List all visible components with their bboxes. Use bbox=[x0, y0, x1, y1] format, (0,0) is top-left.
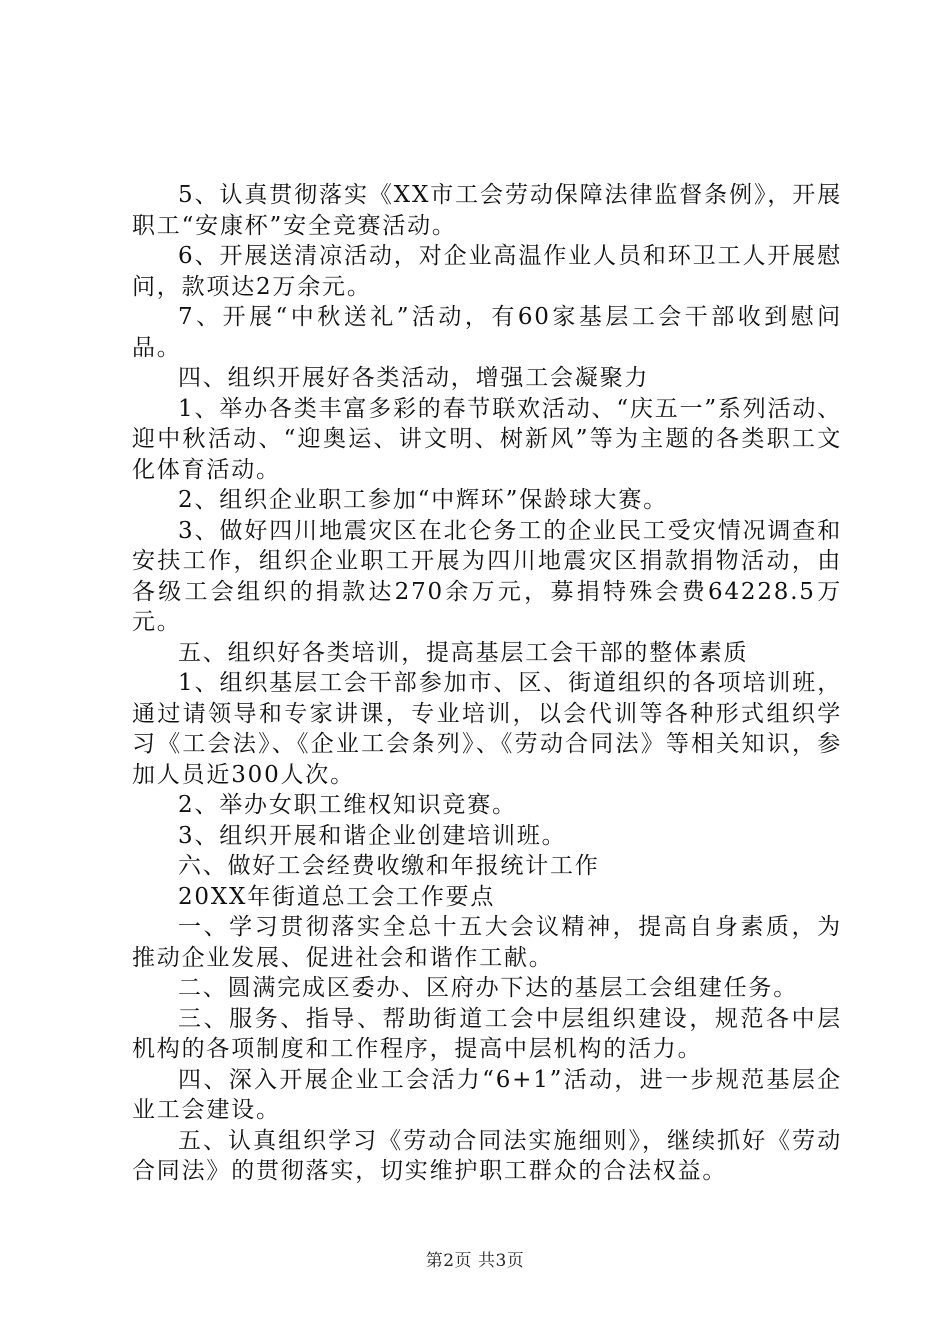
paragraph-6-cooling-activity: 6、开展送清凉活动，对企业高温作业人员和环卫工人开展慰问，款项达2万余元。 bbox=[132, 243, 842, 300]
paragraph-activities-3: 3、做好四川地震灾区在北仑务工的企业民工受灾情况调查和安扶工作，组织企业职工开展为四川地震灾区捐款捐物活动，由各级工会组织的捐款达270余万元，募捐特殊会费64228.5万元。 bbox=[132, 517, 842, 635]
work-point-1: 一、学习贯彻落实全总十五大会议精神，提高自身素质，为推动企业发展、促进社会和谐作工献。 bbox=[132, 914, 842, 971]
paragraph-7-mid-autumn-gifts: 7、开展“中秋送礼”活动，有60家基层工会干部收到慰问品。 bbox=[132, 304, 842, 361]
section-heading-5-training: 五、组织好各类培训，提高基层工会干部的整体素质 bbox=[178, 639, 749, 666]
document-subtitle-work-points: 20XX年街道总工会工作要点 bbox=[178, 883, 496, 910]
section-heading-4-activities: 四、组织开展好各类活动，增强工会凝聚力 bbox=[178, 365, 650, 391]
work-point-4: 四、深入开展企业工会活力“6+1”活动，进一步规范基层企业工会建设。 bbox=[132, 1066, 842, 1123]
page-number-footer: 第2页 共3页 bbox=[425, 1251, 525, 1271]
paragraph-activities-2: 2、组织企业职工参加“中辉环”保龄球大赛。 bbox=[178, 487, 668, 513]
section-heading-6-funds: 六、做好工会经费收缴和年报统计工作 bbox=[178, 853, 600, 879]
paragraph-activities-1: 1、举办各类丰富多彩的春节联欢活动、“庆五一”系列活动、迎中秋活动、“迎奥运、讲文明、树新风”等为主题的各类职工文化体育活动。 bbox=[132, 395, 842, 483]
work-point-2: 二、圆满完成区委办、区府办下达的基层工会组建任务。 bbox=[178, 975, 798, 1001]
work-point-3: 三、服务、指导、帮助街道工会中层组织建设，规范各中层机构的各项制度和工作程序，提高中层机构的活力。 bbox=[132, 1005, 842, 1062]
paragraph-5-ankang-cup: 5、认真贯彻落实《XX市工会劳动保障法律监督条例》，开展职工“安康杯”安全竞赛活动。 bbox=[132, 182, 842, 239]
paragraph-training-3: 3、组织开展和谐企业创建培训班。 bbox=[178, 822, 567, 849]
paragraph-training-1: 1、组织基层工会干部参加市、区、街道组织的各项培训班，通过请领导和专家讲课，专业培训，以会代训等各种形式组织学习《工会法》、《企业工会条列》、《劳动合同法》等相关知识，参加人员近300人次。 bbox=[132, 670, 842, 788]
work-point-5: 五、认真组织学习《劳动合同法实施细则》，继续抓好《劳动合同法》的贯彻落实，切实维护职工群众的合法权益。 bbox=[132, 1127, 842, 1184]
paragraph-training-2: 2、举办女职工维权知识竞赛。 bbox=[178, 792, 517, 818]
document-body bbox=[132, 180, 842, 1187]
